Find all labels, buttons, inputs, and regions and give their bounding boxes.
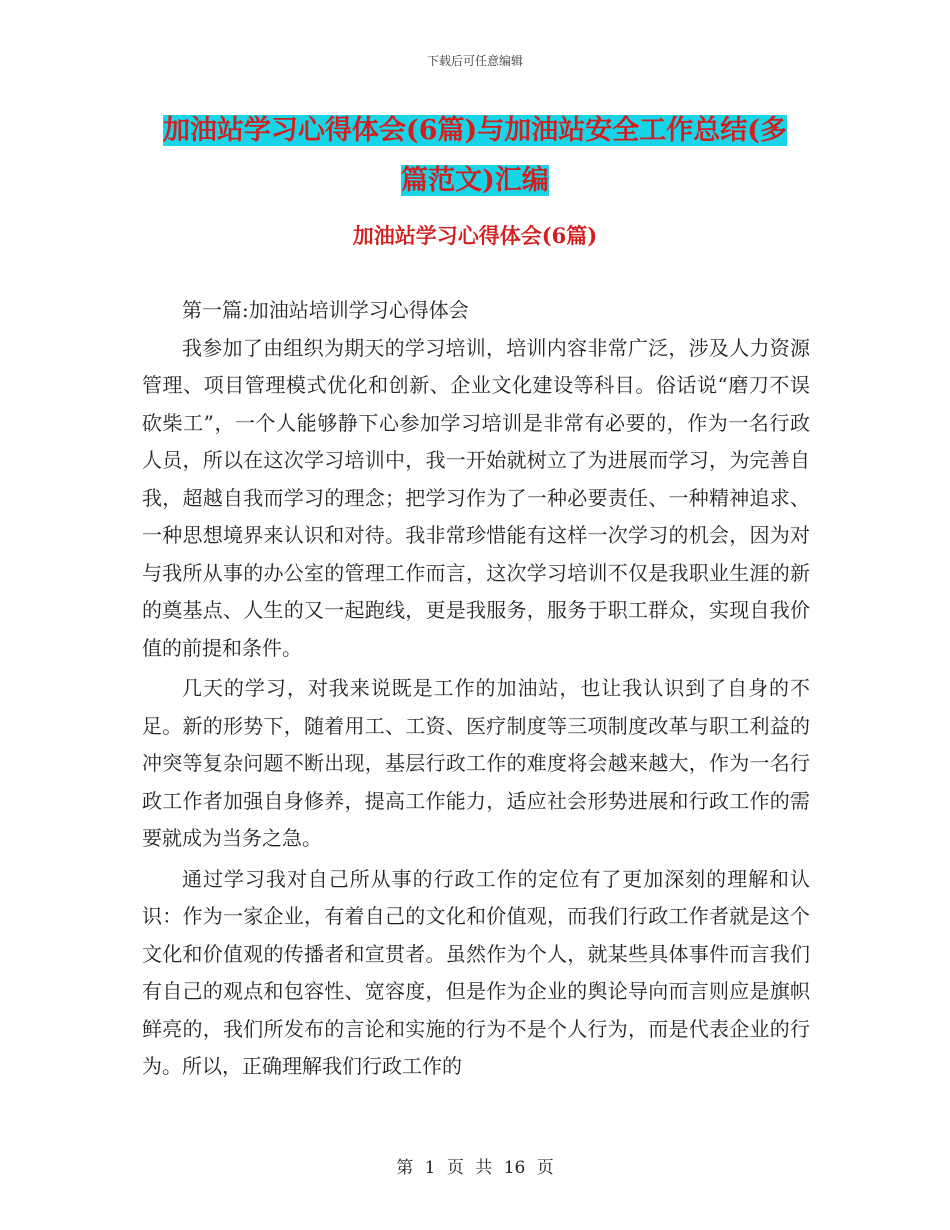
body-paragraph-1: 我参加了由组织为期天的学习培训，培训内容非常广泛，涉及人力资源管理、项目管理模式优化和创新、企业文化建设等科目。俗话说“磨刀不误砍柴工”，一个人能够静下心参加学习培训是非常有必要的，作为一名行政人员，所以在这次学习培训中，我一开始就树立了为进展而学习，为完善自我，超越自我而学习的理念；把学习作为了一种必要责任、一种精神追求、一种思想境界来认识和对待。我非常珍惜能有这样一次学习的机会，因为对与我所从事的办公室的管理工作而言，这次学习培训不仅是我职业生涯的新的奠基点、人生的又一起跑线，更是我服务，服务于职工群众，实现自我价值的前提和条件。 — [142, 335, 810, 660]
document-title-line-1: 加油站学习心得体会(6篇)与加油站安全工作总结(多 — [162, 115, 788, 146]
section-title: 加油站学习心得体会(6篇) — [352, 223, 598, 248]
body-paragraph-2: 几天的学习，对我来说既是工作的加油站，也让我认识到了自身的不足。新的形势下，随着用工、工资、医疗制度等三项制度改革与职工利益的冲突等复杂问题不断出现，基层行政工作的难度将会越来越大，作为一名行政工作者加强自身修养，提高工作能力，适应社会形势进展和行政工作的需要就成为当务之急。 — [142, 676, 810, 850]
document-body — [142, 292, 810, 1086]
chapter-subheading: 第一篇:加油站培训学习心得体会 — [182, 298, 469, 322]
document-title-line-2: 篇范文)汇编 — [401, 165, 549, 196]
page-footer: 第 1 页 共 16 页 — [396, 1158, 554, 1178]
document-title — [140, 106, 810, 206]
header-note: 下载后可任意编辑 — [426, 54, 523, 68]
body-paragraph-3: 通过学习我对自己所从事的行政工作的定位有了更加深刻的理解和认识：作为一家企业，有着自己的文化和价值观，而我们行政工作者就是这个文化和价值观的传播者和宣贯者。虽然作为个人，就某些具体事件而言我们有自己的观点和包容性、宽容度，但是作为企业的舆论导向而言则应是旗帜鲜亮的，我们所发布的言论和实施的行为不是个人行为，而是代表企业的行为。所以，正确理解我们行政工作的 — [142, 866, 810, 1078]
